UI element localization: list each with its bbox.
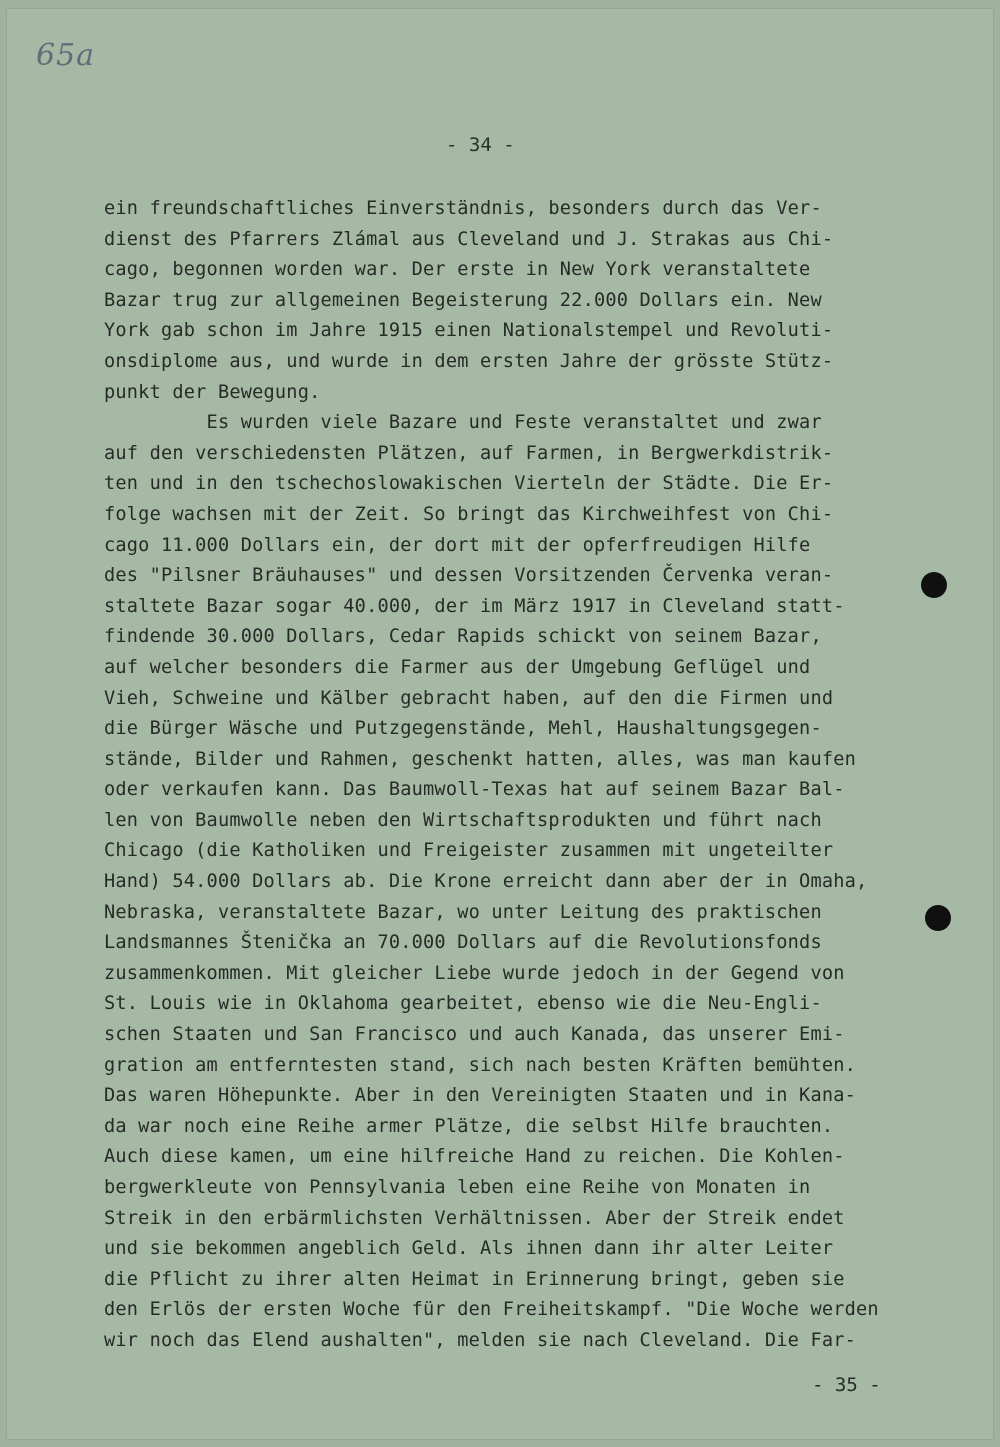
- text-line: Landsmannes Štenička an 70.000 Dollars auf die Revolutionsfonds: [104, 932, 822, 954]
- punch-hole: [925, 905, 951, 931]
- text-line: und sie bekommen angeblich Geld. Als ihnen dann ihr alter Leiter: [104, 1238, 834, 1260]
- text-line: Nebraska, veranstaltete Bazar, wo unter Leitung des praktischen: [104, 901, 822, 923]
- document-page: [6, 8, 994, 1440]
- text-line: onsdiplome aus, und wurde in dem ersten Jahre der grösste Stütz-: [104, 350, 834, 372]
- punch-hole: [921, 572, 947, 598]
- text-line: gration am entferntesten stand, sich nach besten Kräften bemühten.: [104, 1054, 857, 1076]
- text-line: bergwerkleute von Pennsylvania leben eine Reihe von Monaten in: [104, 1177, 811, 1198]
- text-line: cago 11.000 Dollars ein, der dort mit der opferfreudigen Hilfe: [104, 534, 811, 556]
- text-line: stände, Bilder und Rahmen, geschenkt hatten, alles, was man kaufen: [104, 748, 857, 770]
- text-line: den Erlös der ersten Woche für den Freiheitskampf. "Die Woche werden: [104, 1299, 879, 1321]
- page-number: - 34 -: [446, 134, 515, 156]
- handwritten-page-note: 65a: [36, 38, 96, 73]
- text-line: len von Baumwolle neben den Wirtschaftsprodukten und führt nach: [104, 809, 822, 831]
- text-line: Vieh, Schweine und Kälber gebracht haben, auf den die Firmen und: [104, 687, 834, 709]
- text-line: York gab schon im Jahre 1915 einen Nationalstempel und Revoluti-: [104, 320, 834, 342]
- text-line: dienst des Pfarrers Zlámal aus Cleveland und J. Strakas aus Chi-: [104, 228, 834, 250]
- text-line: die Pflicht zu ihrer alten Heimat in Erinnerung bringt, geben sie: [104, 1268, 845, 1290]
- text-line: des "Pilsner Bräuhauses" und dessen Vorsitzenden Červenka veran-: [104, 565, 834, 587]
- text-line: Es wurden viele Bazare und Feste veranstaltet und zwar: [104, 412, 822, 434]
- body-text: [104, 194, 964, 1357]
- text-line: Hand) 54.000 Dollars ab. Die Krone erreicht dann aber der in Omaha,: [104, 871, 868, 893]
- text-line: folge wachsen mit der Zeit. So bringt das Kirchweihfest von Chi-: [104, 503, 834, 525]
- text-line: St. Louis wie in Oklahoma gearbeitet, ebenso wie die Neu-Engli-: [104, 993, 822, 1015]
- text-line: ein freundschaftliches Einverständnis, besonders durch das Ver-: [104, 198, 822, 219]
- text-line: schen Staaten und San Francisco und auch Kanada, das unserer Emi-: [104, 1024, 845, 1046]
- text-line: auf welcher besonders die Farmer aus der Umgebung Geflügel und: [104, 656, 811, 678]
- text-line: findende 30.000 Dollars, Cedar Rapids schickt von seinem Bazar,: [104, 626, 822, 648]
- text-line: staltete Bazar sogar 40.000, der im März 1917 in Cleveland statt-: [104, 595, 845, 617]
- text-line: Das waren Höhepunkte. Aber in den Vereinigten Staaten und in Kana-: [104, 1085, 857, 1107]
- text-line: Auch diese kamen, um eine hilfreiche Hand zu reichen. Die Kohlen-: [104, 1146, 845, 1168]
- text-line: ten und in den tschechoslowakischen Vierteln der Städte. Die Er-: [104, 473, 834, 495]
- text-line: wir noch das Elend aushalten", melden sie nach Cleveland. Die Far-: [104, 1329, 857, 1351]
- text-line: Chicago (die Katholiken und Freigeister zusammen mit ungeteilter: [104, 840, 834, 862]
- text-line: auf den verschiedensten Plätzen, auf Farmen, in Bergwerkdistrik-: [104, 442, 834, 464]
- text-line: Bazar trug zur allgemeinen Begeisterung 22.000 Dollars ein. New: [104, 289, 822, 311]
- text-line: die Bürger Wäsche und Putzgegenstände, Mehl, Haushaltungsgegen-: [104, 718, 822, 740]
- text-line: punkt der Bewegung.: [104, 381, 321, 403]
- text-line: da war noch eine Reihe armer Plätze, die selbst Hilfe brauchten.: [104, 1115, 834, 1137]
- text-line: oder verkaufen kann. Das Baumwoll-Texas hat auf seinem Bazar Bal-: [104, 779, 845, 801]
- text-line: cago, begonnen worden war. Der erste in New York veranstaltete: [104, 259, 811, 281]
- text-line: zusammenkommen. Mit gleicher Liebe wurde jedoch in der Gegend von: [104, 962, 845, 984]
- next-page-number: - 35 -: [812, 1374, 881, 1396]
- text-line: Streik in den erbärmlichsten Verhältnissen. Aber der Streik endet: [104, 1207, 845, 1229]
